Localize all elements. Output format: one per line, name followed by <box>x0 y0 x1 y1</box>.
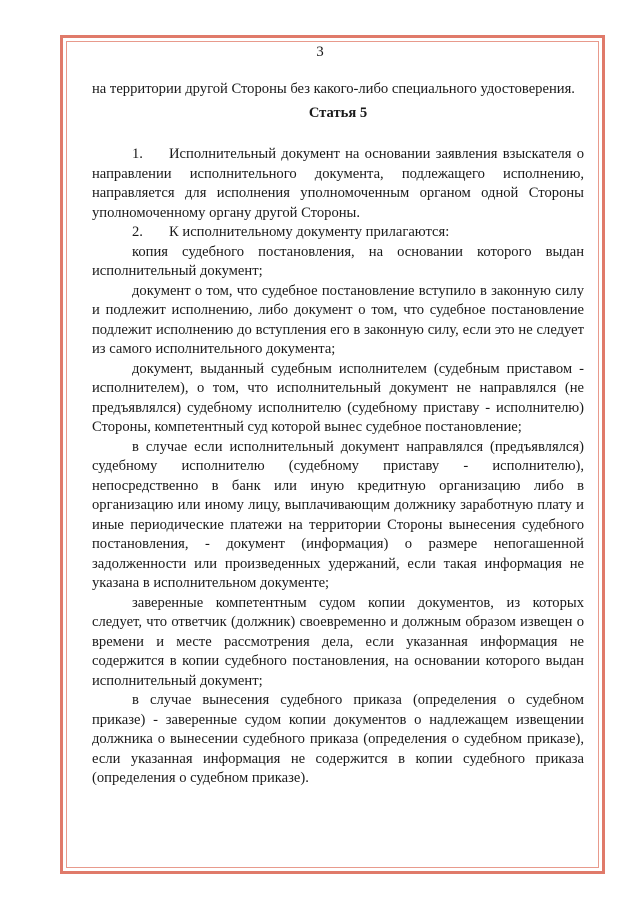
item-2-number: 2. <box>132 224 143 240</box>
attachment-paragraph: в случае вынесения судебного приказа (определения о судебном приказе) - заверенные судом копии документов о надлежащем извещении должника о вынесении судебного приказа (определения о судебном приказе), если указанная информация не содержится в копии судебного приказа (определения о судебном приказе). <box>92 692 584 786</box>
item-2-text: К исполнительному документу прилагаются: <box>169 224 450 240</box>
attachment-paragraph: заверенные компетентным судом копии документов, из которых следует, что ответчик (должник) своевременно и должным образом извещен о времени и месте рассмотрения дела, если указанная информация не содержится в копии судебного постановления, на основании которого выдан исполнительный документ; <box>92 594 584 689</box>
item-1-text: Исполнительный документ на основании заявления взыскателя о направлении исполнительного документа, подлежащего исполнению, направляется для исполнения уполномоченным органом одной Стороны уполномоченному органу другой Стороны. <box>92 146 584 221</box>
item-1 <box>92 145 584 223</box>
item-2 <box>92 223 584 243</box>
article-title: Статья 5 <box>308 104 368 121</box>
attachment-paragraph: документ, выданный судебным исполнителем (судебным приставом - исполнителем), о том, что исполнительный документ не направлялся (не предъявлялся) судебному исполнителю (судебному приставу - исполнителю) Стороны, компетентный суд которой вынес судебное постановление; <box>92 360 584 435</box>
attachment-paragraph: документ о том, что судебное постановление вступило в законную силу и подлежит исполнению, либо документ о том, что судебное постановление подлежит исполнению до вступления его в законную силу, если это не следует из самого исполнительного документа; <box>92 282 584 357</box>
attachment-paragraph: в случае если исполнительный документ направлялся (предъявлялся) судебному исполнителю (судебному приставу - исполнителю), непосредственно в банк или иную кредитную организацию либо в организацию или иному лицу, выплачивающим должнику заработную плату и иные периодические платежи на территории Стороны вынесения судебного постановления, - документ (информация) о размере непогашенной задолженности или произведенных удержаний, если такая информация не указана в исполнительном документе; <box>92 438 584 591</box>
attachment-paragraph: копия судебного постановления, на основании которого выдан исполнительный документ; <box>92 243 584 279</box>
continuation-paragraph: на территории другой Стороны без какого-либо специального удостоверения. <box>92 81 575 97</box>
document-body <box>92 80 584 789</box>
item-1-number: 1. <box>132 146 143 162</box>
page-number: 3 <box>316 44 324 60</box>
